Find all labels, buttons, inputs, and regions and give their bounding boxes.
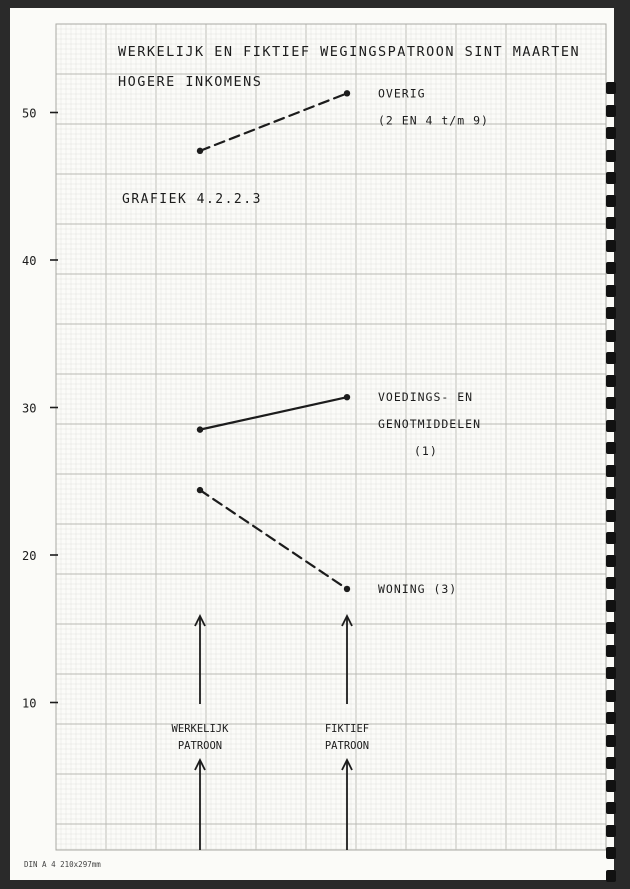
up-arrow-icon: [342, 760, 352, 850]
binding-ring: [606, 577, 616, 589]
binding-ring: [606, 690, 616, 702]
series-label: (1): [414, 444, 438, 459]
binding-ring: [606, 802, 616, 814]
binding-ring: [606, 127, 616, 139]
binding-ring: [606, 712, 616, 724]
chart-title: WERKELIJK EN FIKTIEF WEGINGSPATROON SINT MAARTEN: [118, 44, 581, 60]
binding-ring: [606, 105, 616, 117]
series-label: (2 EN 4 t/m 9): [378, 113, 489, 128]
graph-number-label: GRAFIEK 4.2.2.3: [122, 192, 262, 207]
binding-ring: [606, 330, 616, 342]
y-tick-label: 40: [22, 254, 37, 268]
binding-ring: [606, 847, 616, 859]
binding-ring: [606, 420, 616, 432]
binding-ring: [606, 285, 616, 297]
series-label: GENOTMIDDELEN: [378, 417, 482, 432]
x-category-label: PATROON: [324, 740, 370, 752]
data-point: [197, 487, 203, 493]
binding-ring: [606, 645, 616, 657]
binding-ring: [606, 375, 616, 387]
paper-imprint: DIN A 4 210x297mm: [24, 860, 101, 869]
x-category-label: PATROON: [177, 740, 223, 752]
binding-ring: [606, 510, 616, 522]
binding-ring: [606, 240, 616, 252]
series-line: [200, 490, 347, 589]
data-point: [197, 148, 203, 154]
x-category-label: FIKTIEF: [324, 723, 370, 735]
series-line: [200, 93, 347, 151]
binding-ring: [606, 217, 616, 229]
x-category-label: WERKELIJK: [171, 723, 229, 735]
series-line: [200, 397, 347, 429]
binding-ring: [606, 622, 616, 634]
series-label: VOEDINGS- EN: [378, 390, 474, 405]
binding-ring: [606, 780, 616, 792]
data-point: [344, 90, 350, 96]
binding-ring: [606, 757, 616, 769]
y-tick-label: 50: [22, 106, 37, 121]
binding-ring: [606, 600, 616, 612]
chart: [10, 8, 614, 880]
binding-ring: [606, 555, 616, 567]
y-tick-label: 20: [22, 549, 37, 563]
chart-subtitle-text: HOGERE INKOMENS: [118, 74, 263, 90]
up-arrow-icon: [195, 760, 205, 850]
binding-ring: [606, 442, 616, 454]
binding-ring: [606, 82, 616, 94]
binding-ring: [606, 150, 616, 162]
binding-ring: [606, 825, 616, 837]
binding-ring: [606, 532, 616, 544]
y-tick-label: 30: [22, 401, 37, 416]
data-point: [344, 586, 350, 592]
binding-ring: [606, 487, 616, 499]
binding-ring: [606, 172, 616, 184]
up-arrow-icon: [195, 616, 205, 704]
series-label: OVERIG: [378, 86, 426, 101]
data-point: [344, 394, 350, 400]
up-arrow-icon: [342, 616, 352, 704]
series-label: WONING (3): [378, 581, 458, 596]
binding-ring: [606, 262, 616, 274]
binding-ring: [606, 195, 616, 207]
binding-ring: [606, 667, 616, 679]
data-point: [197, 426, 203, 432]
binding-ring: [606, 465, 616, 477]
binding-ring: [606, 352, 616, 364]
binding-ring: [606, 397, 616, 409]
binding-ring: [606, 870, 616, 882]
y-tick-label: 10: [22, 696, 37, 711]
binding-ring: [606, 307, 616, 319]
graph-paper-sheet: [10, 8, 614, 880]
binding-ring: [606, 735, 616, 747]
